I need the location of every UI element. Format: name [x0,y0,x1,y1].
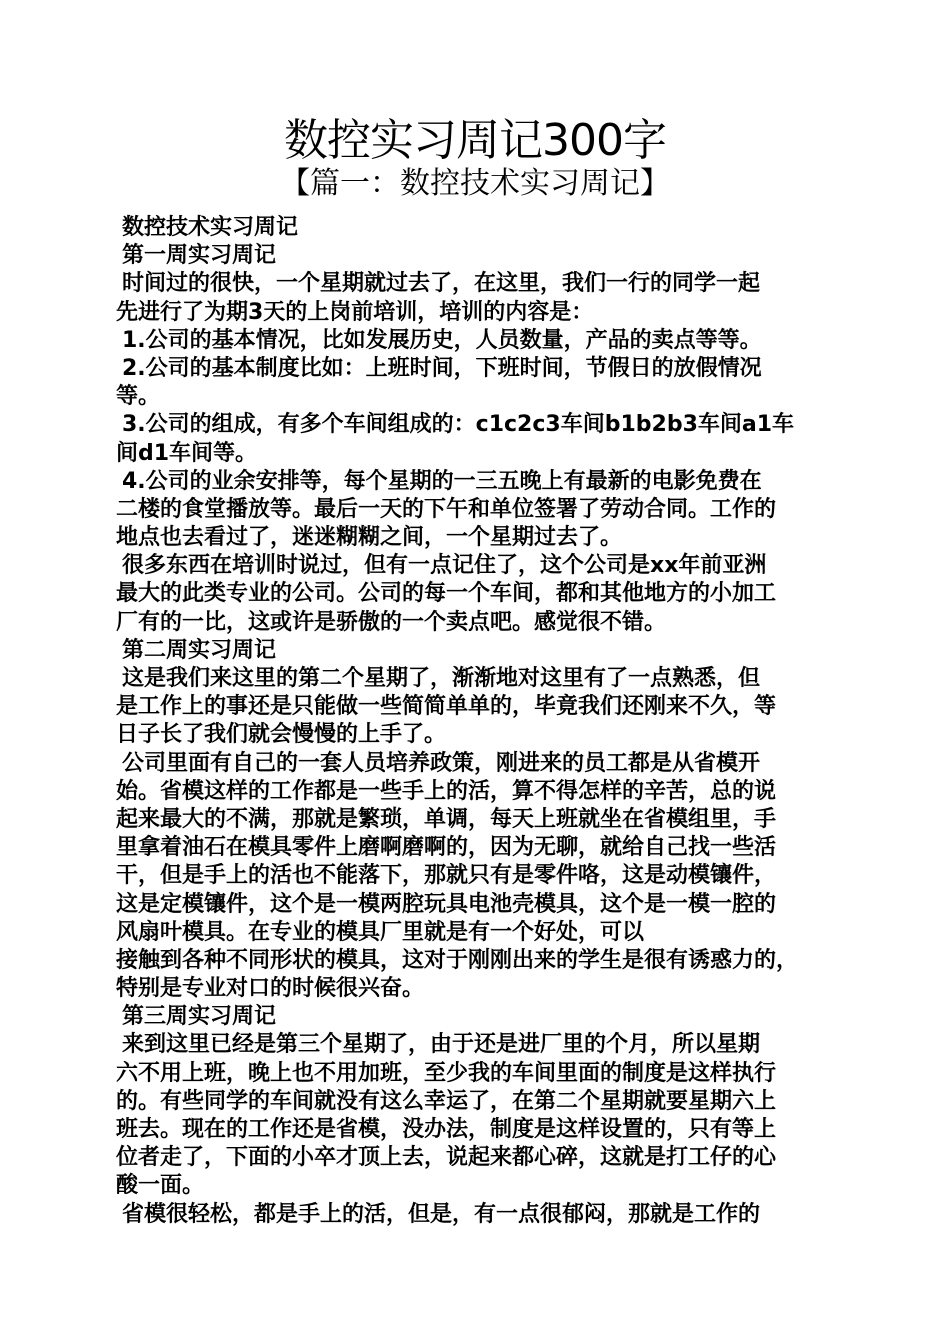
text-line: 2.公司的基本制度比如：上班时间，下班时间，节假日的放假情况 [122,355,762,381]
text-line: 风扇叶模具。在专业的模具厂里就是有一个好处，可以 [116,919,645,945]
text-line: 先进行了为期3天的上岗前培训，培训的内容是： [116,299,594,325]
text-line: 最大的此类专业的公司。公司的每一个车间，都和其他地方的小加工 [116,581,777,607]
text-line: 间d1车间等。 [116,440,258,466]
text-line: 1.公司的基本情况，比如发展历史，人员数量，产品的卖点等等。 [122,327,762,353]
section-heading: 数控技术实习周记 [122,215,299,240]
text-line: 公司里面有自己的一套人员培养政策，刚进来的员工都是从省模开 [122,750,761,776]
week-heading: 第一周实习周记 [122,243,277,269]
text-line: 厂有的一比，这或许是骄傲的一个卖点吧。感觉很不错。 [116,609,667,635]
text-line: 地点也去看过了，迷迷糊糊之间，一个星期过去了。 [116,525,623,551]
text-line: 4.公司的业余安排等，每个星期的一三五晚上有最新的电影免费在 [122,468,762,494]
text-line: 接触到各种不同形状的模具，这对于刚刚出来的学生是很有诱惑力的， [116,947,799,973]
text-line: 酸一面。 [116,1173,205,1199]
text-line: 3.公司的组成，有多个车间组成的：c1c2c3车间b1b2b3车间a1车 [122,412,795,438]
text-line: 是工作上的事还是只能做一些简简单单的，毕竟我们还刚来不久，等 [116,694,777,720]
text-line: 始。省模这样的工作都是一些手上的活，算不得怎样的辛苦，总的说 [116,778,777,804]
week-heading: 第三周实习周记 [122,1004,277,1030]
text-line: 干，但是手上的活也不能落下，那就只有是零件咯，这是动模镶件， [116,863,777,889]
text-line: 位者走了，下面的小卒才顶上去，说起来都心碎，这就是打工仔的心 [116,1145,777,1171]
text-line: 班去。现在的工作还是省模，没办法，制度是这样设置的，只有等上 [116,1117,777,1142]
text-line: 日子长了我们就会慢慢的上手了。 [116,722,447,748]
text-line: 这是定模镶件，这个是一模两腔玩具电池壳模具，这个是一模一腔的 [116,891,777,917]
text-line: 二楼的食堂播放等。最后一天的下午和单位签署了劳动合同。工作的 [116,496,777,522]
document-body [116,214,846,1229]
text-line: 时间过的很快，一个星期就过去了，在这里，我们一行的同学一起 [122,271,761,297]
week-heading: 第二周实习周记 [122,637,277,663]
document-subtitle: 【篇一：数控技术实习周记】 [280,166,670,201]
text-line: 起来最大的不满，那就是繁琐，单调，每天上班就坐在省模组里，手 [116,806,777,832]
text-line: 很多东西在培训时说过，但有一点记住了，这个公司是xx年前亚洲 [122,553,767,579]
text-line: 等。 [116,384,161,410]
text-line: 来到这里已经是第三个星期了，由于还是进厂里的个月，所以星期 [122,1032,761,1058]
text-line: 省模很轻松，都是手上的活，但是，有一点很郁闷，那就是工作的 [122,1201,761,1227]
document-title: 数控实习周记300字 [284,115,666,166]
text-line: 这是我们来这里的第二个星期了，渐渐地对这里有了一点熟悉，但 [122,666,761,691]
text-line: 六不用上班，晚上也不用加班，至少我的车间里面的制度是这样执行 [116,1060,777,1086]
text-line: 里拿着油石在模具零件上磨啊磨啊的，因为无聊，就给自己找一些活 [116,835,777,861]
text-line: 的。有些同学的车间就没有这么幸运了，在第二个星期就要星期六上 [116,1088,777,1114]
text-line: 特别是专业对口的时候很兴奋。 [116,976,425,1002]
